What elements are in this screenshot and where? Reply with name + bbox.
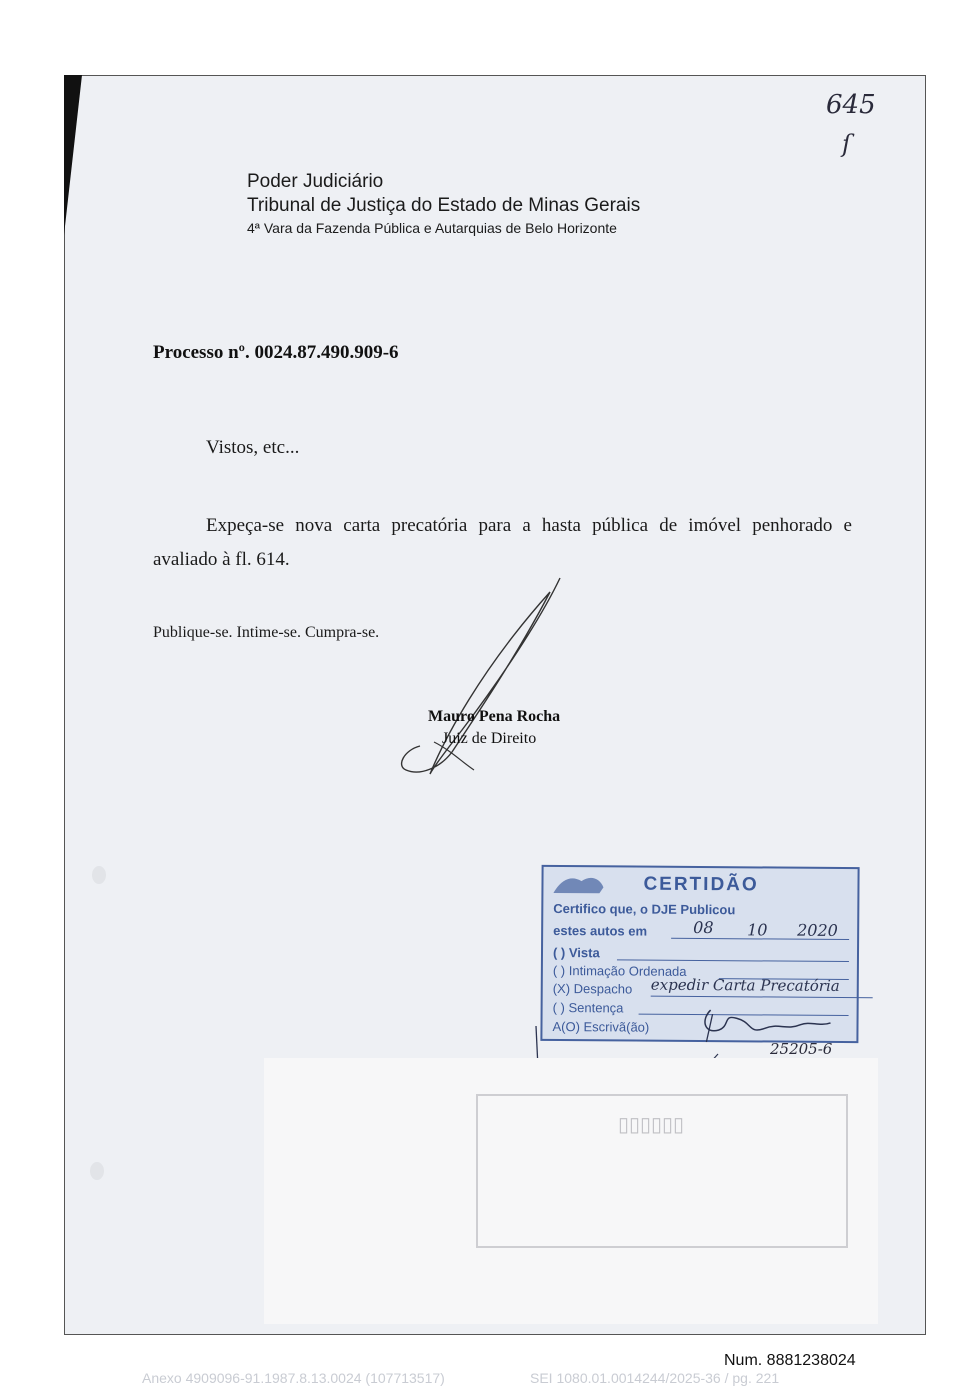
header-tribunal: Tribunal de Justiça do Estado de Minas Gerais xyxy=(247,195,641,216)
stamp-rule xyxy=(651,996,873,999)
judge-name: Mauro Pena Rocha xyxy=(428,708,561,725)
header-vara: 4ª Vara da Fazenda Pública e Autarquias de Belo Horizonte xyxy=(247,220,617,236)
scan-shadow-edge xyxy=(64,75,82,235)
stamp-date-month: 10 xyxy=(747,920,768,940)
stamp-option-vista: ( ) Vista xyxy=(552,944,600,961)
coat-of-arms-icon xyxy=(551,871,605,897)
stamp-date-label: estes autos em xyxy=(553,922,648,939)
stamp-registry-number: 25205-6 xyxy=(770,1040,833,1058)
stamp-date-rule xyxy=(671,938,849,940)
page-number-handwritten: 645 xyxy=(826,90,876,120)
header-poder-judiciario: Poder Judiciário xyxy=(247,171,384,192)
stamp-rule xyxy=(617,959,849,962)
stamp-despacho-handwritten: expedir Carta Precatória xyxy=(650,975,840,995)
process-number: Processo nº. 0024.87.490.909-6 xyxy=(153,342,399,363)
stamp-option-intimacao: ( ) Intimação Ordenada xyxy=(552,962,687,979)
paragraph-line-2: avaliado à fl. 614. xyxy=(153,549,290,570)
stamp-option-sentenca: ( ) Sentença xyxy=(552,999,624,1016)
vistos-text: Vistos, etc... xyxy=(206,437,300,458)
punch-hole xyxy=(90,1162,104,1180)
stamp-date-year: 2020 xyxy=(797,920,838,940)
stamp-title: CERTIDÃO xyxy=(643,873,759,896)
faded-stamp-mark: ▯▯▯▯▯▯ xyxy=(618,1114,685,1136)
punch-hole xyxy=(92,866,106,884)
annex-reference: Anexo 4909096-91.1987.8.13.0024 (107713517) xyxy=(142,1370,445,1386)
sei-reference: SEI 1080.01.0014244/2025-36 / pg. 221 xyxy=(530,1370,780,1386)
certidao-stamp xyxy=(540,865,859,1043)
judge-signature-scribble xyxy=(390,570,580,780)
judge-role: Juiz de Direito xyxy=(442,730,537,747)
page-initial-handwritten: ſ xyxy=(842,130,851,158)
stamp-option-despacho: (X) Despacho xyxy=(552,980,633,997)
document-number: Num. 8881238024 xyxy=(724,1352,856,1369)
publique-text: Publique-se. Intime-se. Cumpra-se. xyxy=(153,624,380,641)
stamp-escriva: A(O) Escrivã(ão) xyxy=(552,1018,650,1035)
stamp-certifico: Certifico que, o DJE Publicou xyxy=(553,900,736,918)
paragraph-line-1: Expeça-se nova carta precatória para a hasta pública de imóvel penhorado e xyxy=(206,515,852,536)
stamp-date-day: 08 xyxy=(693,917,714,938)
